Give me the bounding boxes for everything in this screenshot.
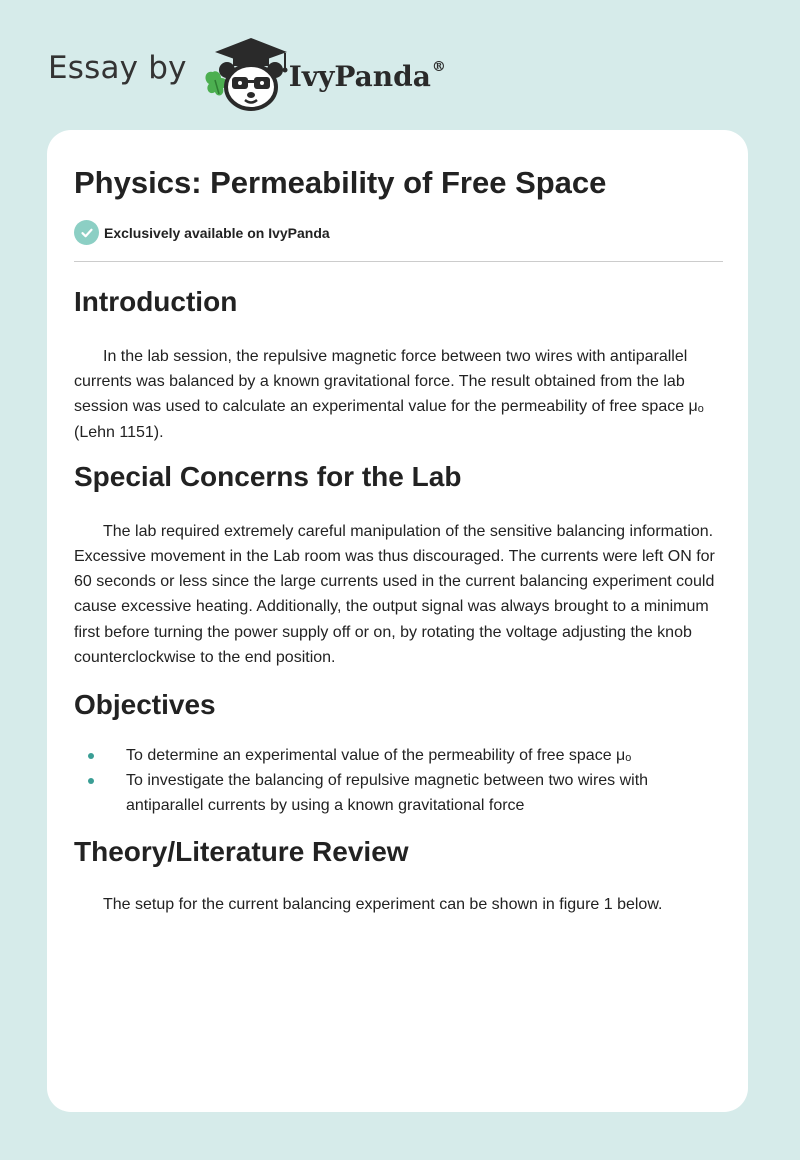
section-heading: Objectives (74, 689, 216, 721)
section-paragraph: The lab required extremely careful manipulation of the sensitive balancing information. Excessive movement in the Lab room was thus discouraged. The currents were left ON for 60 seconds or less since the large currents used in the current balancing experiment could cause excessive heating. Additionally, the output signal was always brought to a minimum first before turning the power supply off or on, by rotating the voltage adjusting the knob counterclockwise to the end position. (74, 522, 715, 666)
site-header (48, 34, 446, 114)
exclusive-badge (74, 220, 330, 245)
essay-body (74, 280, 723, 917)
essay-by-label: Essay by (48, 50, 187, 86)
section-paragraph: The setup for the current balancing experiment can be shown in figure 1 below. (103, 895, 663, 913)
bullet-dot-icon (88, 778, 94, 784)
list-item-text: To determine an experimental value of the permeability of free space μₒ (126, 747, 632, 765)
section-objectives (74, 683, 723, 819)
registered-mark: ® (431, 59, 446, 76)
section-introduction (74, 280, 723, 445)
essay-card (47, 130, 748, 1112)
bullet-dot-icon (88, 753, 94, 759)
panda-logo-icon[interactable] (201, 34, 293, 114)
list-item (74, 743, 723, 768)
check-mark-icon (80, 226, 94, 240)
panda-graduation-cap-icon (201, 34, 293, 114)
section-heading: Introduction (74, 286, 238, 317)
list-item-text: To investigate the balancing of repulsive magnetic between two wires with antiparallel currents by using a known gravitational force (126, 772, 649, 815)
title-divider (74, 261, 723, 262)
list-item (74, 768, 723, 818)
page-title: Physics: Permeability of Free Space (74, 165, 607, 200)
check-circle-icon (74, 220, 99, 245)
objectives-list (74, 743, 723, 819)
section-theory-literature-review (74, 830, 723, 917)
exclusive-badge-label: Exclusively available on IvyPanda (104, 224, 330, 241)
brand-label: IvyPanda (288, 59, 431, 93)
brand-name[interactable] (289, 60, 446, 93)
section-heading: Theory/Literature Review (74, 835, 409, 867)
section-paragraph: In the lab session, the repulsive magnetic force between two wires with antiparallel currents was balanced by a known gravitational force. The result obtained from the lab session was used to calculate an experimental value for the permeability of free space μₒ (Lehn 1151). (74, 348, 704, 441)
section-heading: Special Concerns for the Lab (74, 460, 462, 492)
section-special-concerns (74, 455, 723, 670)
